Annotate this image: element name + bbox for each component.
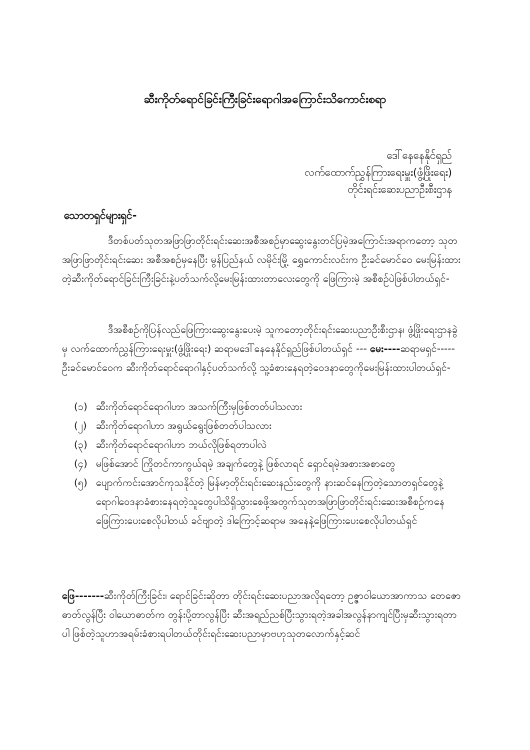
paragraph-question-text: ဆရာမရှင်-----ဦးခင်မောင်ဝေက ဆီးကိုတ်ရောင်ရောဂါနှင့်ပတ်သက်လို့ သူ့ခံစားနေရတဲ့ဝေဒနာတွေကိုမေးမြန်းထားပါတယ်ရှင်-	[62, 344, 455, 374]
list-item-text: ဆီးကိုတ်ရောဂါဟာ အရွယ်ရွေးဖြစ်တတ်ပါသလား	[96, 421, 272, 432]
list-item-text: ဆီးကိုတ်ရောင်ရောဂါဟာ အသက်ကြီးမှဖြစ်တတ်ပါသလား	[96, 402, 303, 413]
author-position: လက်ထောက်ညွှန်ကြားရေးမှူး(ဖွံ့ဖြိုးရေး)	[304, 167, 452, 179]
list-item-text: ဆီးကိုတ်ရောင်ရောဂါဟာ ဘယ်လိုဖြစ်ရတာပါလဲ	[96, 440, 267, 451]
question-label: မေး----	[370, 344, 401, 355]
author-name: ဒေါ်နေနေနိုင်ရှည်	[386, 150, 452, 162]
list-item-number: (၁)	[74, 402, 88, 413]
greeting: သောတရှင်များရှင်-	[64, 210, 137, 222]
paragraph-intro-text: ဒီတစ်ပတ်သုတအဖြာဖြာတိုင်းရင်းဆေးအစီအစဉ်မှာဆွေးနွေးတင်ပြမဲ့အကြောင်းအရာကတော့ သုတအဖြာဖြာတိုင်းရင်းဆေး အစီအစဉ်မှနေပြီး မွန်ပြည်နယ် လမိုင်းမြို့ ရွှေကောင်းလင်းက ဦးခင်မောင်ဝေ မေးမြန်းထားတဲ့ဆီးကိုတ်ရောင်ခြင်းကြီးခြင်းနဲ့ပတ်သက်လို့မေးမြန်းထားတာလေးတွေကို ဖြေကြားမဲ့ အစီစဉ်ပဲဖြစ်ပါတယ်ရှင်-	[62, 236, 461, 285]
paragraph-question-lead: ဒီအစီစဉ်ကိုပြန်လည်ဖြေကြားဆွေးနွေးပေးမဲ့ သူကတော့တိုင်းရင်းဆေးပညာဦးစီးဌာန၊ ဖွံ့ဖြိုးရေးဌာနခွဲမှ လက်ထောက်ညွှန်ကြားရေးမှူး(ဖွံ့ဖြိုးရေး) ဆရာမဒေါ်နေနေနိုင်ရှည်ဖြစ်ပါတယ်ရှင် ---	[62, 325, 458, 355]
list-item	[74, 436, 464, 455]
list-item	[74, 417, 464, 436]
list-item-text: မဖြစ်အောင် ကြိုတင်ကာကွယ်ရမဲ့ အချက်တွေနဲ့ ဖြစ်လာရင် ရှောင်ရမဲ့အစားအစာတွေ	[96, 459, 396, 470]
paragraph-intro	[62, 232, 462, 289]
document-title: ဆီးကိုတ်ရောင်ခြင်းကြီးခြင်းရောဂါအကြောင်းသိကောင်းစရာ	[143, 92, 387, 106]
answer-label: ဖြေ-------	[62, 591, 105, 602]
list-item-text: ပျောက်ကင်းအောင်ကုသနိုင်တဲ့ မြန်မာ့တိုင်းရင်းဆေးနည်းတွေကို နားဆင်နေကြတဲ့သောတရှင်တွေနဲ့ရောဂါဝေဒနာခံစားနေရတဲ့သူတွေပါသိရှိသွားစေဖို့အတွက်သုတအဖြာဖြာတိုင်းရင်းဆေးအစီစဉ်ကနေ ဖြေကြားပေးစေလိုပါတယ် ခင်ဗျာတဲ့ ဒါကြောင့်ဆရာမ အနေနဲ့ဖြေကြားပေးစေလိုပါတယ်ရှင်	[96, 478, 445, 527]
question-list	[74, 398, 464, 531]
list-item-number: (၅)	[74, 478, 88, 489]
paragraph-answer	[62, 587, 462, 644]
list-item-number: (၃)	[74, 440, 88, 451]
list-item-number: (၄)	[74, 459, 88, 470]
paragraph-question	[62, 321, 462, 378]
author-department: တိုင်းရင်းဆေးပညာဦးစီးဌာန	[347, 184, 452, 196]
list-item	[74, 398, 464, 417]
list-item	[74, 474, 464, 531]
paragraph-answer-text: ဆီးကိုတ်ကြီးခြင်း၊ ရောင်ခြင်းဆိုတာ တိုင်းရင်းဆေးပညာအလိုရတော့ ဥဇ္ဇာဝါယောအာကာသ တေဇောဓာတ်လွန်ပြီး ဝါယောဓာတ်က တွန်းပို့တာလွန်ပြီး ဆီးအရည်ညစ်ပြီးသွားရတဲ့အခါအလွန်နာကျင်ပြီးမှဆီးသွားရတာပါ ဖြစ်တဲ့သူဟာအရမ်းခံစားရပါတယ်တိုင်းရင်းဆေးပညာမှာဗဟုသုတလောက်နှင့်ဆင်	[62, 591, 461, 640]
list-item	[74, 455, 464, 474]
list-item-number: (၂)	[74, 421, 87, 432]
